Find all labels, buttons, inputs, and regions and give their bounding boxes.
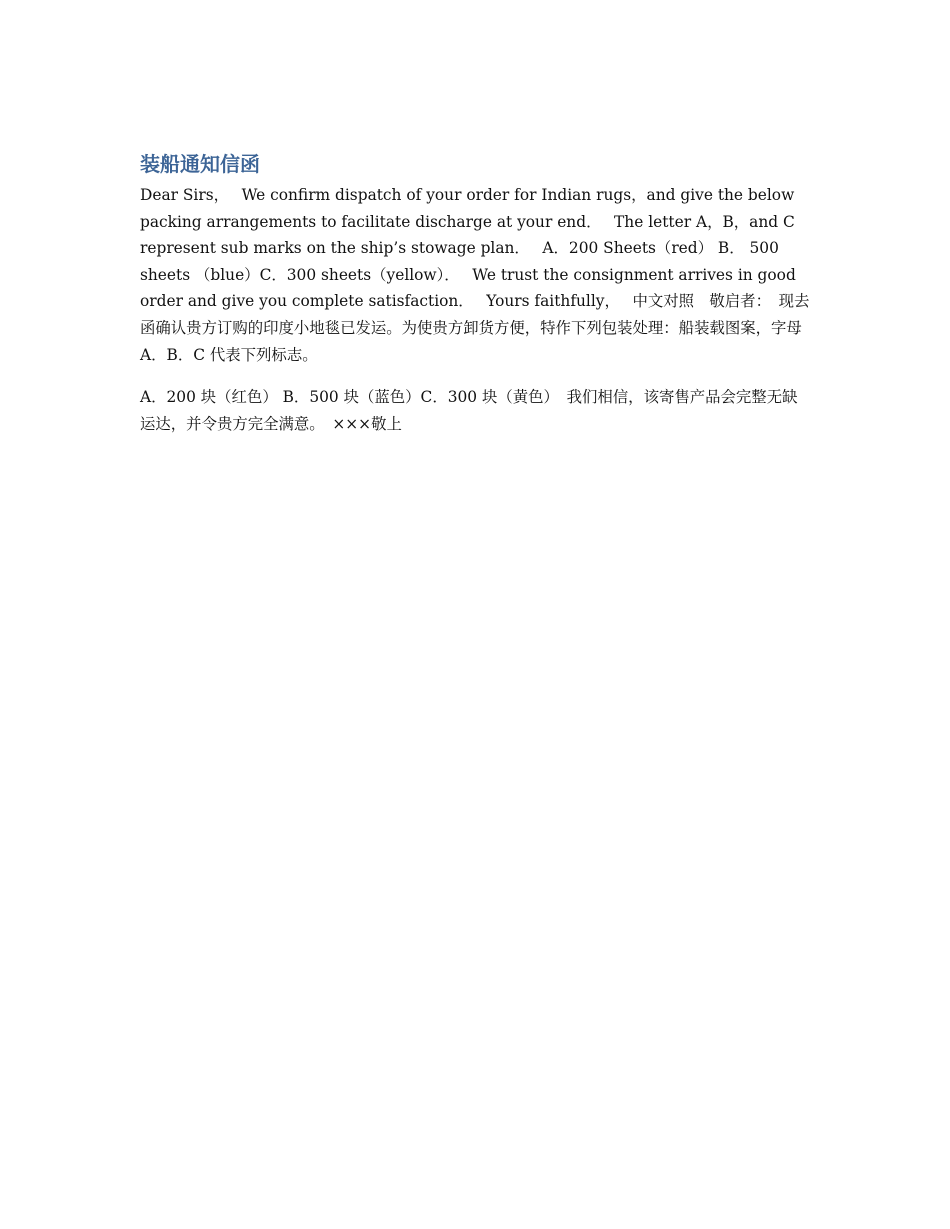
document-body	[140, 150, 812, 437]
paragraph-chinese-closing: A．200 块（红色） B．500 块（蓝色）C．300 块（黄色） 我们相信，该寄售产品会完整无缺运达，并令贵方完全满意。 ×××敬上	[140, 388, 798, 433]
document-title: 装船通知信函	[140, 152, 260, 176]
paragraph-english-and-chinese: Dear Sirs， We confirm dispatch of your order for Indian rugs，and give the below packing arrangements to facilitate discharge at your end． The letter A，B，and C represent sub marks on the ship’s stowage plan． A．200 Sheets（red） B． 500 sheets （blue）C．300 sheets（yellow）． We trust the consignment arrives in good order and give you complete satisfaction． Yours faithfully， 中文对照 敬启者： 现去函确认贵方订购的印度小地毯已发运。为使贵方卸货方便，特作下列包装处理：船装载图案，字母 A．B．C 代表下列标志。	[140, 186, 810, 364]
